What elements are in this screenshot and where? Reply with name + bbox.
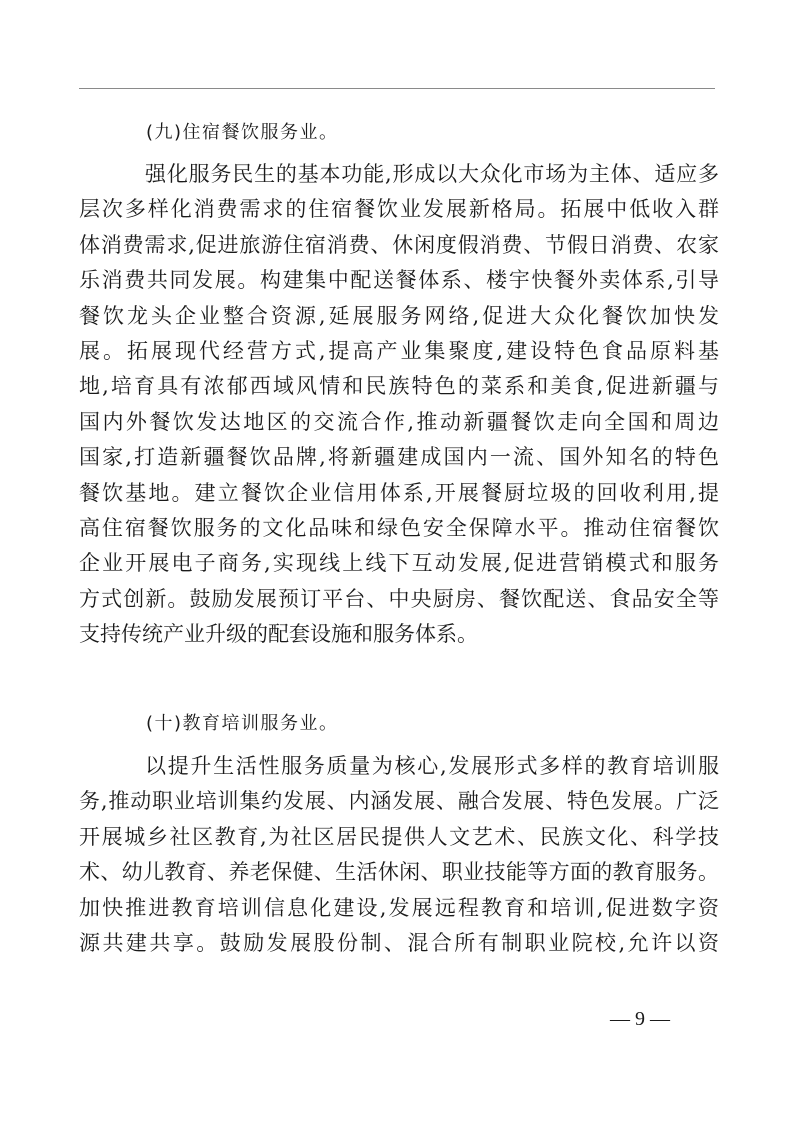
section-10-body [79, 749, 719, 961]
body-line: 体消费需求,促进旅游住宿消费、休闲度假消费、节假日消费、农家 [79, 232, 719, 257]
body-line: 餐饮龙头企业整合资源,延展服务网络,促进大众化餐饮加快发 [79, 303, 719, 328]
body-line: 源共建共享。鼓励发展股份制、混合所有制职业院校,允许以资 [79, 930, 719, 955]
section-9-body [79, 157, 719, 652]
body-line: 高住宿餐饮服务的文化品味和绿色安全保障水平。推动住宿餐饮 [79, 515, 719, 540]
body-line: 支持传统产业升级的配套设施和服务体系。 [79, 622, 478, 647]
body-line: 术、幼儿教育、养老保健、生活休闲、职业技能等方面的教育服务。 [79, 860, 719, 885]
body-line: 以提升生活性服务质量为核心,发展形式多样的教育培训服 [145, 754, 719, 778]
body-line: 餐饮基地。建立餐饮企业信用体系,开展餐厨垃圾的回收利用,提 [79, 480, 719, 505]
section-9-heading: (九)住宿餐饮服务业。 [146, 122, 339, 143]
body-line: 开展城乡社区教育,为社区居民提供人文艺术、民族文化、科学技 [79, 824, 719, 849]
page-number: — 9 — [610, 1008, 670, 1030]
body-line: 务,推动职业培训集约发展、内涵发展、融合发展、特色发展。广泛 [79, 789, 719, 814]
body-line: 强化服务民生的基本功能,形成以大众化市场为主体、适应多 [145, 162, 719, 186]
header-rule [79, 88, 715, 89]
body-line: 企业开展电子商务,实现线上线下互动发展,促进营销模式和服务 [79, 551, 719, 576]
body-line: 加快推进教育培训信息化建设,发展远程教育和培训,促进数字资 [79, 895, 719, 920]
body-line: 展。拓展现代经营方式,提高产业集聚度,建设特色食品原料基 [79, 338, 719, 363]
section-10-heading: (十)教育培训服务业。 [146, 713, 339, 734]
body-line: 国家,打造新疆餐饮品牌,将新疆建成国内一流、国外知名的特色 [79, 445, 719, 470]
body-line: 乐消费共同发展。构建集中配送餐体系、楼宇快餐外卖体系,引导 [79, 268, 719, 293]
body-line: 层次多样化消费需求的住宿餐饮业发展新格局。拓展中低收入群 [79, 197, 719, 222]
body-line: 地,培育具有浓郁西域风情和民族特色的菜系和美食,促进新疆与 [79, 374, 719, 399]
body-line: 国内外餐饮发达地区的交流合作,推动新疆餐饮走向全国和周边 [79, 409, 719, 434]
body-line: 方式创新。鼓励发展预订平台、中央厨房、餐饮配送、食品安全等 [79, 586, 719, 611]
